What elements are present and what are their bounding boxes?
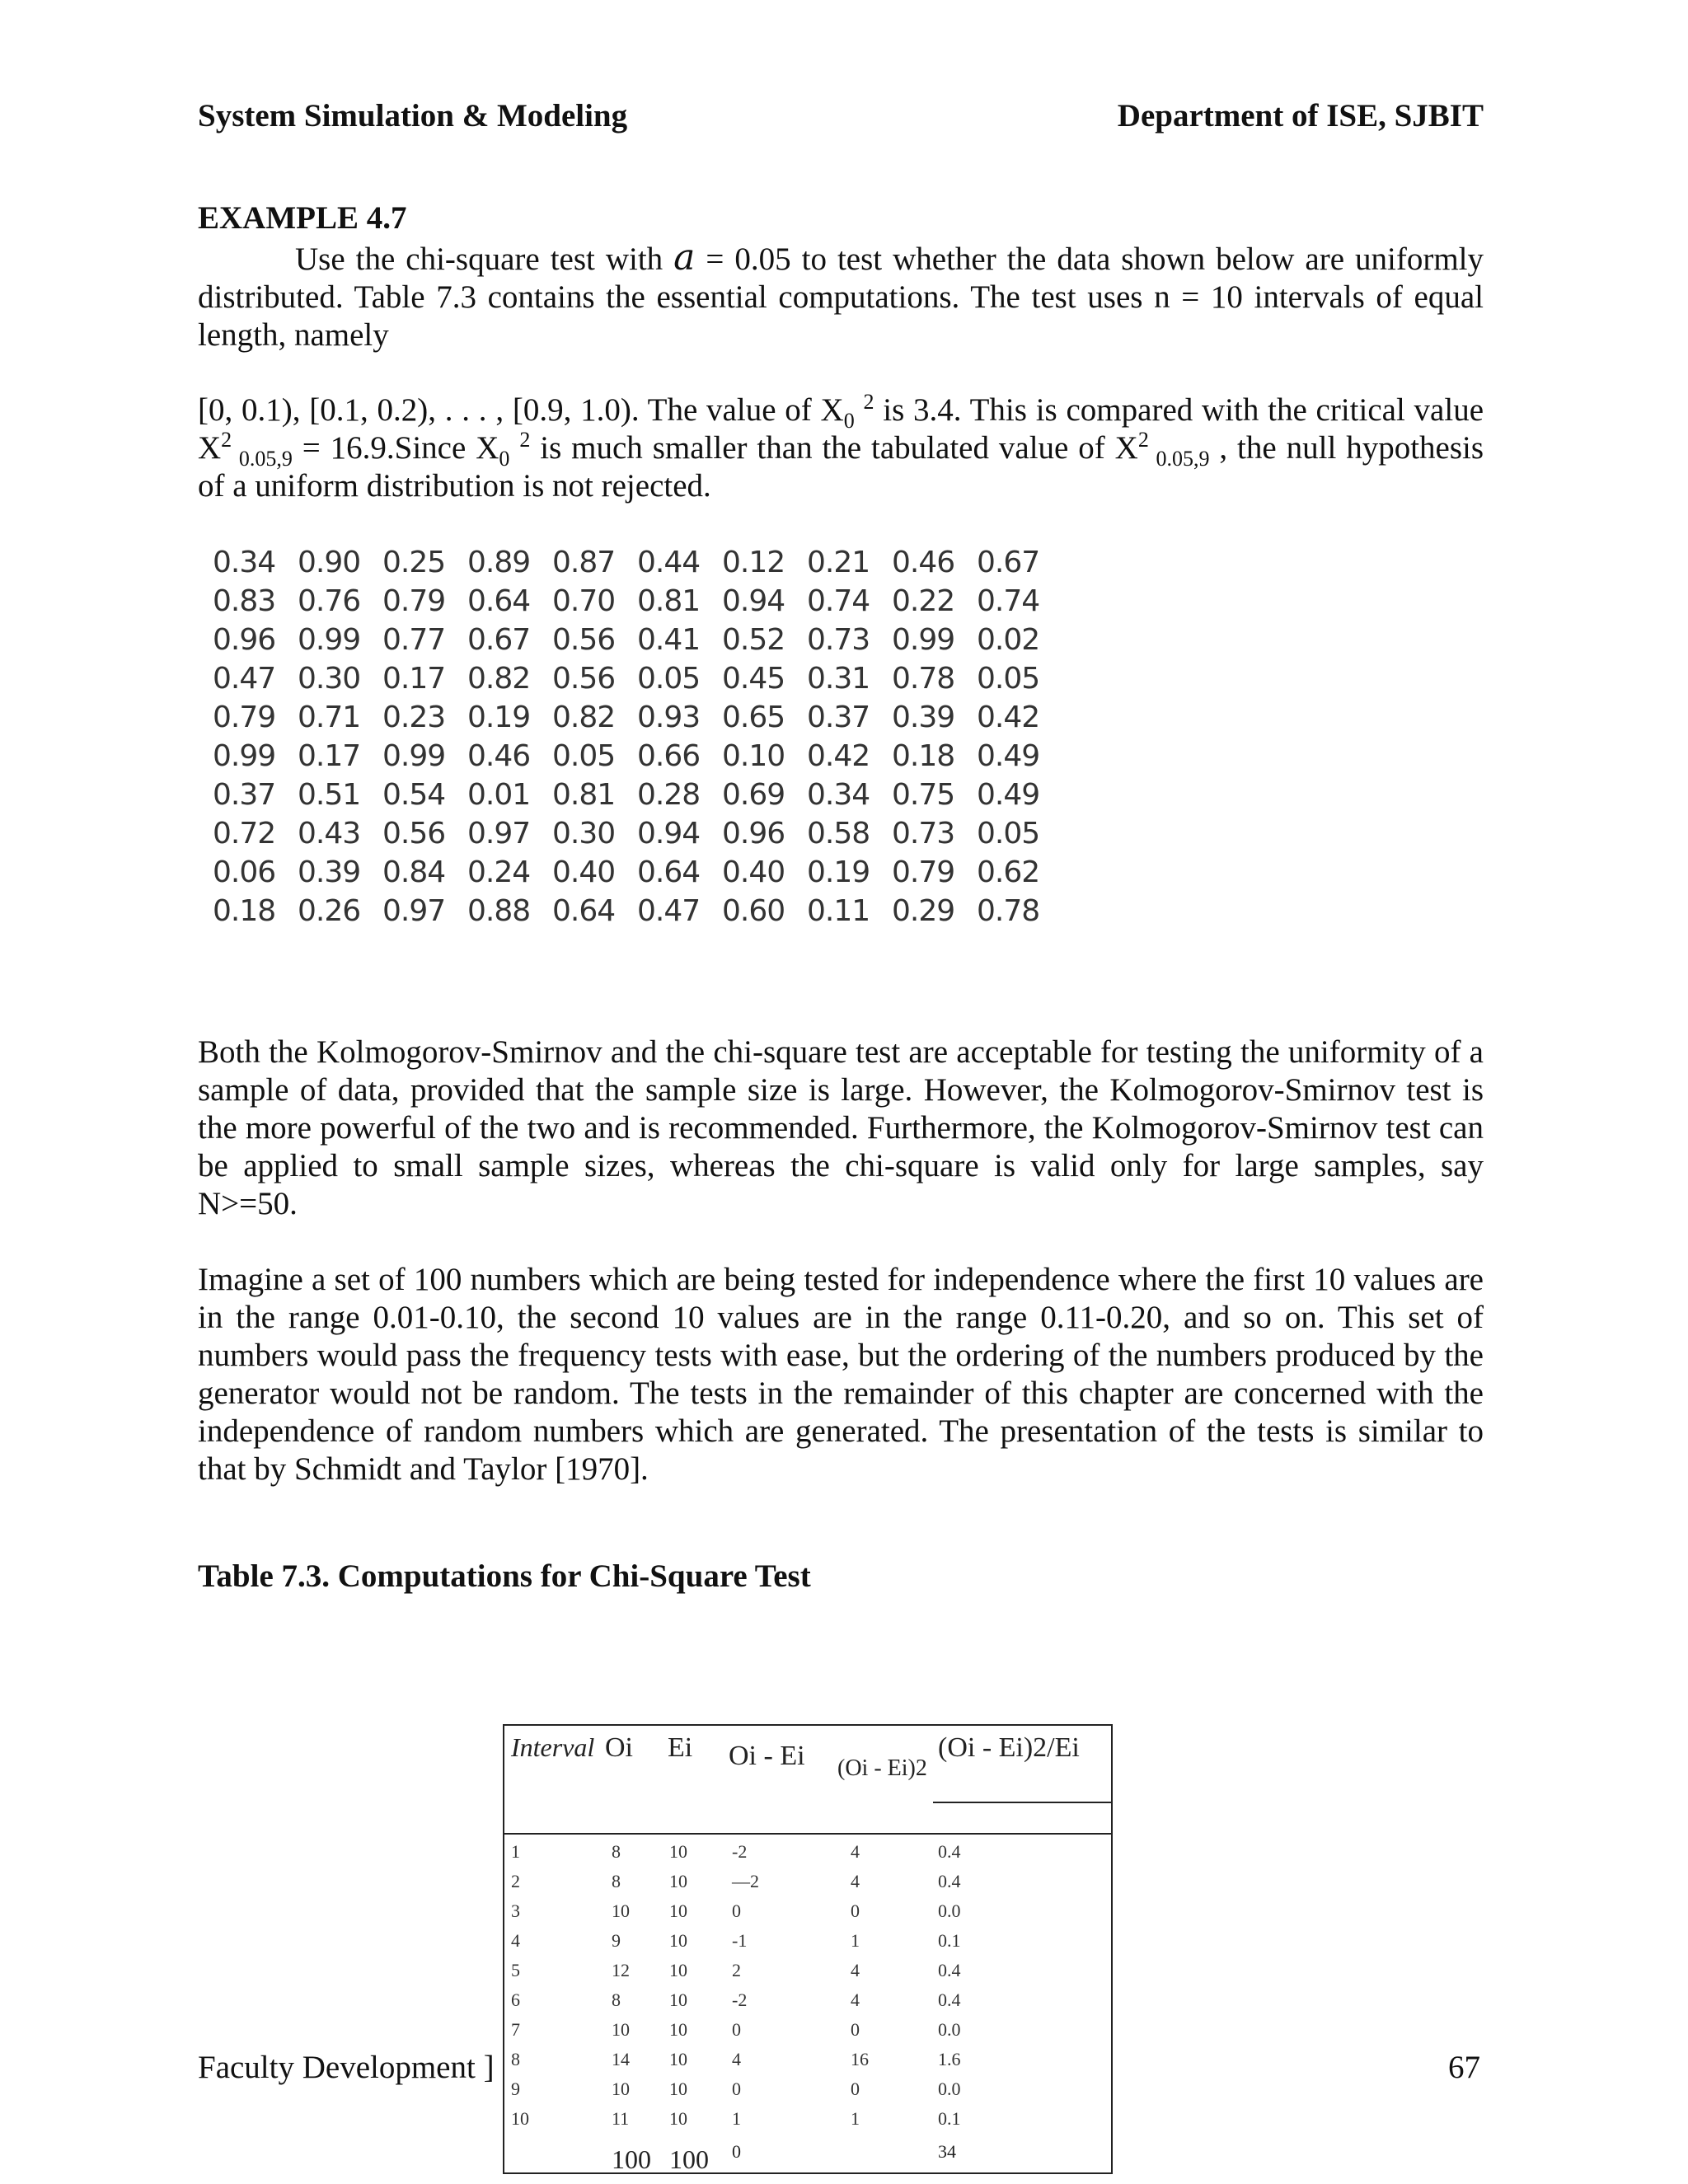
table-cell: 10 <box>669 1990 687 2010</box>
grid-cell: 0.96 <box>213 623 276 657</box>
grid-cell: 0.34 <box>807 778 870 812</box>
grid-cell: 0.75 <box>892 778 955 812</box>
grid-row <box>213 623 1062 662</box>
grid-cell: 0.22 <box>892 584 955 618</box>
grid-cell: 0.37 <box>213 778 276 812</box>
table-cell: 0 <box>732 2079 741 2099</box>
grid-row <box>213 894 1062 933</box>
table-row <box>504 1930 1111 1959</box>
page-number: 67 <box>1448 2050 1480 2085</box>
grid-cell: 0.39 <box>892 701 955 734</box>
grid-cell: 0.64 <box>552 894 616 928</box>
table-cell: 4 <box>851 1960 860 1980</box>
grid-row <box>213 817 1062 855</box>
table-cell: 10 <box>669 1871 687 1891</box>
grid-cell: 0.81 <box>637 584 701 618</box>
grid-cell: 0.56 <box>382 817 446 851</box>
intervals-paragraph: [0, 0.1), [0.1, 0.2), . . . , [0.9, 1.0). The value of $X_0$ $^2$ is 3.4. This is compared with the critical value $X^2$ $_{0.05,9}$ = 16.9.Since $X_0$ $^2$ is much smaller than the tabulated value of $X^2$ $_{0.05,9}$ , the null hypothesis of a uniform distribution is not rejected. <box>198 390 1484 504</box>
table-row <box>504 1900 1111 1929</box>
grid-cell: 0.81 <box>552 778 616 812</box>
grid-cell: 0.21 <box>807 546 870 579</box>
table-cell: 10 <box>669 1900 687 1921</box>
grid-cell: 0.18 <box>892 739 955 773</box>
table-cell: 0.1 <box>938 2108 961 2129</box>
sample-data-grid <box>213 546 1062 933</box>
total-diff: 0 <box>732 2141 741 2162</box>
grid-cell: 0.94 <box>722 584 785 618</box>
header-chi-term: (Oi - Ei)2/Ei <box>938 1732 1080 1763</box>
grid-cell: 0.40 <box>722 855 785 889</box>
grid-cell: 0.78 <box>892 662 955 696</box>
header-subrule <box>933 1802 1111 1803</box>
table-cell: 0.4 <box>938 1990 961 2010</box>
grid-cell: 0.02 <box>977 623 1040 657</box>
example-intro-paragraph: Use the chi-square test with a = 0.05 to test whether the data shown below are uniformly distributed. Table 7.3 contains the essential computations. The test uses n = 10 intervals of equal length, namely <box>198 237 1484 353</box>
grid-cell: 0.60 <box>722 894 785 928</box>
table-cell: 10 <box>612 2019 630 2040</box>
total-oi: 100 <box>612 2144 651 2174</box>
table-row <box>504 1871 1111 1900</box>
grid-row <box>213 701 1062 739</box>
table-row <box>504 2019 1111 2048</box>
grid-cell: 0.19 <box>807 855 870 889</box>
table-cell: 8 <box>612 1841 621 1862</box>
grid-row <box>213 662 1062 701</box>
grid-cell: 0.99 <box>382 739 446 773</box>
grid-row <box>213 739 1062 778</box>
grid-cell: 0.11 <box>807 894 870 928</box>
grid-cell: 0.82 <box>552 701 616 734</box>
grid-cell: 0.67 <box>977 546 1040 579</box>
grid-cell: 0.31 <box>807 662 870 696</box>
table-cell: 7 <box>511 2019 520 2040</box>
grid-cell: 0.74 <box>807 584 870 618</box>
grid-cell: 0.79 <box>892 855 955 889</box>
grid-cell: 0.17 <box>298 739 361 773</box>
grid-cell: 0.73 <box>807 623 870 657</box>
table-cell: 10 <box>669 1930 687 1951</box>
grid-cell: 0.88 <box>467 894 531 928</box>
grid-cell: 0.28 <box>637 778 701 812</box>
table-cell: -1 <box>732 1930 748 1951</box>
grid-cell: 0.56 <box>552 662 616 696</box>
header-sq-diff: (Oi - Ei)2 <box>837 1755 927 1781</box>
grid-cell: 0.56 <box>552 623 616 657</box>
grid-cell: 0.01 <box>467 778 531 812</box>
grid-cell: 0.43 <box>298 817 361 851</box>
grid-cell: 0.89 <box>467 546 531 579</box>
table-cell: 0 <box>732 2019 741 2040</box>
grid-cell: 0.30 <box>552 817 616 851</box>
table-row <box>504 2108 1111 2137</box>
example-heading: EXAMPLE 4.7 <box>198 200 407 236</box>
grid-row <box>213 778 1062 817</box>
table-cell: 9 <box>612 1930 621 1951</box>
table-cell: 0.4 <box>938 1960 961 1980</box>
grid-cell: 0.79 <box>213 701 276 734</box>
grid-cell: 0.65 <box>722 701 785 734</box>
table-cell: 8 <box>612 1990 621 2010</box>
table-cell: 16 <box>851 2049 869 2069</box>
grid-cell: 0.73 <box>892 817 955 851</box>
grid-cell: 0.05 <box>552 739 616 773</box>
table-cell: 1 <box>851 2108 860 2129</box>
grid-cell: 0.18 <box>213 894 276 928</box>
grid-cell: 0.94 <box>637 817 701 851</box>
grid-cell: 0.51 <box>298 778 361 812</box>
grid-cell: 0.34 <box>213 546 276 579</box>
table-cell: 10 <box>612 2079 630 2099</box>
grid-cell: 0.10 <box>722 739 785 773</box>
grid-cell: 0.99 <box>892 623 955 657</box>
grid-cell: 0.44 <box>637 546 701 579</box>
grid-cell: 0.83 <box>213 584 276 618</box>
grid-cell: 0.05 <box>977 662 1040 696</box>
grid-cell: 0.40 <box>552 855 616 889</box>
grid-cell: 0.64 <box>467 584 531 618</box>
grid-cell: 0.77 <box>382 623 446 657</box>
table-cell: —2 <box>732 1871 759 1891</box>
independence-paragraph: Imagine a set of 100 numbers which are being tested for independence where the first 10 values are in the range 0.01-0.10, the second 10 values are in the range 0.11-0.20, and so on. This set of numbers would pass the frequency tests with ease, but the ordering of the numbers produced by the generator would not be random. The tests in the remainder of this chapter are concerned with the independence of random numbers which are generated. The presentation of the tests is similar to that by Schmidt and Taylor [1970]. <box>198 1262 1484 1487</box>
table-cell: 8 <box>612 1871 621 1891</box>
table-cell: 10 <box>669 1841 687 1862</box>
table-cell: 0 <box>851 1900 860 1921</box>
course-title: System Simulation & Modeling <box>198 98 628 134</box>
grid-cell: 0.46 <box>892 546 955 579</box>
table-cell: 10 <box>669 2108 687 2129</box>
table-cell: 2 <box>732 1960 741 1980</box>
grid-row <box>213 584 1062 623</box>
grid-cell: 0.05 <box>637 662 701 696</box>
table-cell: 1.6 <box>938 2049 961 2069</box>
table-cell: 12 <box>612 1960 630 1980</box>
grid-cell: 0.39 <box>298 855 361 889</box>
grid-cell: 0.17 <box>382 662 446 696</box>
table-cell: 0.0 <box>938 2079 961 2099</box>
alpha-symbol: a <box>673 237 696 279</box>
grid-cell: 0.12 <box>722 546 785 579</box>
table-cell: 6 <box>511 1990 520 2010</box>
table-cell: 10 <box>669 1960 687 1980</box>
grid-cell: 0.58 <box>807 817 870 851</box>
grid-cell: 0.29 <box>892 894 955 928</box>
table-cell: 10 <box>511 2108 529 2129</box>
grid-cell: 0.72 <box>213 817 276 851</box>
table-cell: 1 <box>732 2108 741 2129</box>
grid-cell: 0.82 <box>467 662 531 696</box>
table-cell: -2 <box>732 1841 748 1862</box>
grid-cell: 0.93 <box>637 701 701 734</box>
grid-cell: 0.24 <box>467 855 531 889</box>
grid-cell: 0.76 <box>298 584 361 618</box>
table-cell: 1 <box>511 1841 520 1862</box>
table-cell: -2 <box>732 1990 748 2010</box>
total-ei: 100 <box>669 2144 709 2174</box>
grid-cell: 0.30 <box>298 662 361 696</box>
grid-cell: 0.99 <box>213 739 276 773</box>
table-row <box>504 2079 1111 2107</box>
grid-cell: 0.49 <box>977 739 1040 773</box>
header-rule <box>504 1833 1111 1835</box>
table-cell: 10 <box>669 2079 687 2099</box>
grid-cell: 0.37 <box>807 701 870 734</box>
table-cell: 3 <box>511 1900 520 1921</box>
table-cell: 0.1 <box>938 1930 961 1951</box>
grid-cell: 0.23 <box>382 701 446 734</box>
header-interval: Interval <box>511 1732 595 1762</box>
grid-cell: 0.97 <box>382 894 446 928</box>
table-row <box>504 2049 1111 2078</box>
table-cell: 4 <box>511 1930 520 1951</box>
table-cell: 10 <box>669 2019 687 2040</box>
grid-cell: 0.41 <box>637 623 701 657</box>
grid-cell: 0.47 <box>637 894 701 928</box>
grid-cell: 0.90 <box>298 546 361 579</box>
grid-cell: 0.64 <box>637 855 701 889</box>
grid-cell: 0.84 <box>382 855 446 889</box>
table-row <box>504 1841 1111 1870</box>
table-cell: 0 <box>851 2079 860 2099</box>
table-cell: 9 <box>511 2079 520 2099</box>
grid-cell: 0.49 <box>977 778 1040 812</box>
grid-cell: 0.06 <box>213 855 276 889</box>
table-cell: 4 <box>851 1871 860 1891</box>
table-cell: 4 <box>851 1990 860 2010</box>
grid-cell: 0.74 <box>977 584 1040 618</box>
header-ei: Ei <box>668 1732 693 1763</box>
department-title: Department of ISE, SJBIT <box>1117 98 1484 134</box>
table-cell: 5 <box>511 1960 520 1980</box>
ks-comparison-paragraph: Both the Kolmogorov-Smirnov and the chi-square test are acceptable for testing the uniformity of a sample of data, provided that the sample size is large. However, the Kolmogorov-Smirnov test is the more powerful of the two and is recommended. Furthermore, the Kolmogorov-Smirnov test can be applied to small sample sizes, whereas the chi-square is valid only for large samples, say N>=50. <box>198 1034 1484 1221</box>
grid-cell: 0.62 <box>977 855 1040 889</box>
table-cell: 4 <box>732 2049 741 2069</box>
table-cell: 0 <box>732 1900 741 1921</box>
chi-square-table <box>503 1724 1113 2174</box>
table-cell: 11 <box>612 2108 630 2129</box>
grid-cell: 0.67 <box>467 623 531 657</box>
grid-cell: 0.42 <box>807 739 870 773</box>
grid-cell: 0.70 <box>552 584 616 618</box>
grid-cell: 0.79 <box>382 584 446 618</box>
table-cell: 4 <box>851 1841 860 1862</box>
grid-cell: 0.45 <box>722 662 785 696</box>
grid-cell: 0.05 <box>977 817 1040 851</box>
table-cell: 0.4 <box>938 1871 961 1891</box>
table-cell: 0 <box>851 2019 860 2040</box>
table-cell: 8 <box>511 2049 520 2069</box>
header-oi: Oi <box>605 1732 633 1763</box>
table-cell: 10 <box>612 1900 630 1921</box>
grid-cell: 0.47 <box>213 662 276 696</box>
footer-left-text: Faculty Development ] <box>198 2050 495 2085</box>
grid-cell: 0.78 <box>977 894 1040 928</box>
table-row <box>504 1960 1111 1989</box>
grid-cell: 0.96 <box>722 817 785 851</box>
grid-cell: 0.69 <box>722 778 785 812</box>
grid-cell: 0.52 <box>722 623 785 657</box>
grid-cell: 0.26 <box>298 894 361 928</box>
grid-cell: 0.25 <box>382 546 446 579</box>
table-cell: 2 <box>511 1871 520 1891</box>
table-cell: 10 <box>669 2049 687 2069</box>
grid-row <box>213 855 1062 894</box>
grid-cell: 0.46 <box>467 739 531 773</box>
table-cell: 0.0 <box>938 2019 961 2040</box>
grid-cell: 0.87 <box>552 546 616 579</box>
grid-cell: 0.42 <box>977 701 1040 734</box>
table-cell: 0.0 <box>938 1900 961 1921</box>
grid-cell: 0.99 <box>298 623 361 657</box>
table-row <box>504 1990 1111 2018</box>
grid-cell: 0.66 <box>637 739 701 773</box>
header-diff: Oi - Ei <box>729 1741 805 1771</box>
grid-cell: 0.71 <box>298 701 361 734</box>
table-cell: 14 <box>612 2049 630 2069</box>
grid-cell: 0.97 <box>467 817 531 851</box>
table-caption: Table 7.3. Computations for Chi-Square Test <box>198 1558 811 1594</box>
grid-cell: 0.19 <box>467 701 531 734</box>
grid-row <box>213 546 1062 584</box>
grid-cell: 0.54 <box>382 778 446 812</box>
table-cell: 0.4 <box>938 1841 961 1862</box>
table-cell: 1 <box>851 1930 860 1951</box>
total-chi: 34 <box>938 2141 956 2162</box>
